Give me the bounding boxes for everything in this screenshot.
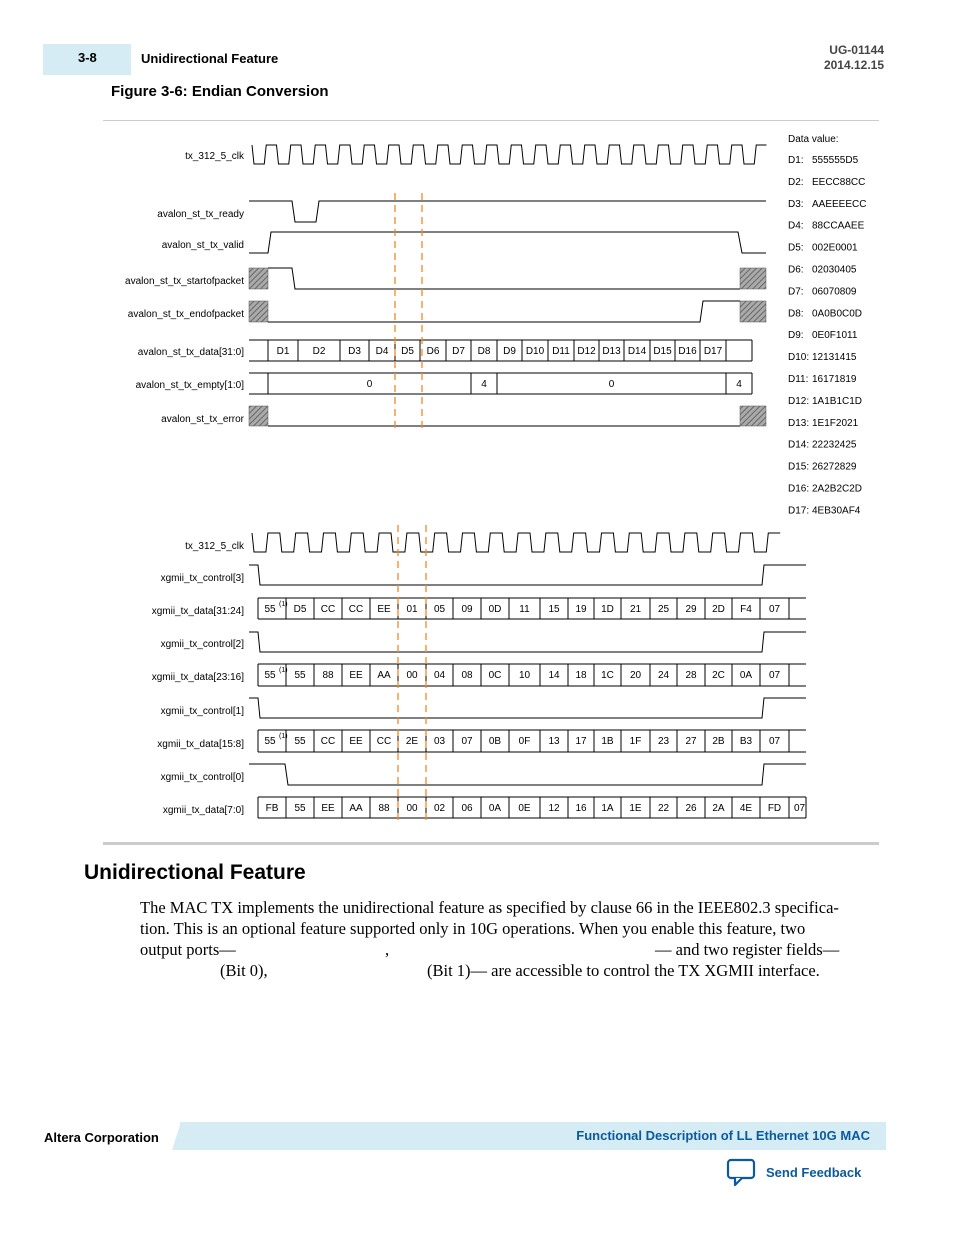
legend-key-16: D16: xyxy=(788,483,810,495)
error-signal-label: avalon_st_tx_error xyxy=(161,414,244,425)
lane-byte: 0D xyxy=(488,604,502,615)
body-line-2: tion. This is an optional feature supported only in 10G operations. When you enable this feature, two xyxy=(140,919,806,938)
legend-key-5: D5: xyxy=(788,242,804,254)
valid-signal-label: avalon_st_tx_valid xyxy=(161,240,244,251)
page-number: 3-8 xyxy=(78,50,97,65)
legend-key-15: D15: xyxy=(788,461,810,473)
lane-byte: 24 xyxy=(657,670,670,681)
eop-signal-label: avalon_st_tx_endofpacket xyxy=(127,309,244,320)
lane-byte: EE xyxy=(377,604,391,615)
data-word-d14: D14 xyxy=(627,346,647,357)
lane-byte: 17 xyxy=(575,736,587,747)
control-waveform-2 xyxy=(249,632,806,652)
legend-key-3: D3: xyxy=(788,198,804,210)
control-waveform-0 xyxy=(249,764,806,785)
data-word-d1: D1 xyxy=(276,346,290,357)
data-word-d17: D17 xyxy=(703,346,723,357)
lane-byte: 55 xyxy=(264,604,276,615)
document-id: UG-01144 xyxy=(829,43,884,57)
lane-byte: B3 xyxy=(739,736,753,747)
lane-byte: 1D xyxy=(601,604,614,615)
legend-value-8: 0A0B0C0D xyxy=(812,308,863,320)
data31-24-label: xgmii_tx_data[31:24] xyxy=(151,606,244,617)
legend-value-12: 1A1B1C1D xyxy=(812,395,863,407)
valid-waveform xyxy=(249,232,766,253)
lane-byte: 25 xyxy=(657,604,670,615)
legend-key-13: D13: xyxy=(788,417,810,429)
clock-signal-label: tx_312_5_clk xyxy=(185,151,244,162)
eop-hatch-end xyxy=(740,301,766,322)
legend-value-1: 555555D5 xyxy=(812,155,859,166)
data7-0-label: xgmii_tx_data[7:0] xyxy=(162,805,244,816)
body-line-3-end: — and two register fields— xyxy=(655,940,840,959)
footnote-mark: (1) xyxy=(279,601,288,608)
legend-value-15: 26272829 xyxy=(812,461,857,473)
lane-byte: 07 xyxy=(768,604,781,615)
lane-byte: 08 xyxy=(461,670,473,681)
lane-byte: CC xyxy=(376,736,392,747)
lane-byte: 07 xyxy=(768,736,781,747)
legend-title: Data value: xyxy=(788,134,839,145)
lane-byte: 13 xyxy=(548,736,560,747)
data15-8-label: xgmii_tx_data[15:8] xyxy=(157,739,244,750)
legend-value-2: EECC88CC xyxy=(812,176,866,188)
lane-byte: 0F xyxy=(518,736,531,747)
avalon-clock-waveform xyxy=(252,145,767,164)
lane-byte: EE xyxy=(349,736,363,747)
lane-byte: CC xyxy=(348,604,364,615)
lane-byte: 07 xyxy=(768,670,781,681)
lane-byte: CC xyxy=(320,604,336,615)
ready-waveform xyxy=(249,201,766,222)
send-feedback-link[interactable] xyxy=(726,1158,861,1186)
sop-hatch-start xyxy=(249,268,268,289)
legend-value-16: 2A2B2C2D xyxy=(812,483,863,495)
lane-byte: 1F xyxy=(629,736,642,747)
lane-byte: 01 xyxy=(406,604,418,615)
ready-signal-label: avalon_st_tx_ready xyxy=(157,209,244,220)
figure-caption: Figure 3-6: Endian Conversion xyxy=(111,83,329,100)
lane-byte: 55 xyxy=(264,736,276,747)
lane-byte: 22 xyxy=(657,803,670,814)
control2-label: xgmii_tx_control[2] xyxy=(160,639,244,650)
lane-byte: 0B xyxy=(488,736,502,747)
control3-label: xgmii_tx_control[3] xyxy=(160,573,244,584)
lane-byte: 55 xyxy=(294,736,306,747)
lane-byte: 00 xyxy=(406,670,418,681)
lane-byte: CC xyxy=(320,736,336,747)
control1-label: xgmii_tx_control[1] xyxy=(160,706,244,717)
lane-byte: 06 xyxy=(461,803,473,814)
legend-key-4: D4: xyxy=(788,220,804,232)
lane-byte: EE xyxy=(349,670,363,681)
lane-byte: 0E xyxy=(518,803,531,814)
empty-signal-label: avalon_st_tx_empty[1:0] xyxy=(135,380,244,391)
legend-value-3: AAEEEECC xyxy=(812,198,867,210)
lane-byte: 1A xyxy=(601,803,614,814)
lane-byte: 55 xyxy=(294,670,306,681)
document-date: 2014.12.15 xyxy=(823,58,884,72)
lane-byte: 10 xyxy=(518,670,531,681)
data-word-d5: D5 xyxy=(401,346,414,357)
lane-byte: 11 xyxy=(519,604,530,615)
send-feedback-label: Send Feedback xyxy=(766,1164,862,1180)
control0-label: xgmii_tx_control[0] xyxy=(160,772,244,783)
eop-waveform xyxy=(268,301,740,322)
data-word-d10: D10 xyxy=(525,346,545,357)
sop-signal-label: avalon_st_tx_startofpacket xyxy=(125,276,244,287)
lane-byte: 2E xyxy=(405,736,419,747)
data-word-d11: D11 xyxy=(552,346,570,357)
lane-byte: D5 xyxy=(293,604,307,615)
xgmii-clock-waveform xyxy=(252,533,780,552)
lane-byte: 4E xyxy=(739,803,753,814)
lane-byte: 0C xyxy=(488,670,502,681)
data-signal-label: avalon_st_tx_data[31:0] xyxy=(137,347,244,358)
lane-byte: 27 xyxy=(685,736,697,747)
lane-byte: 14 xyxy=(548,670,560,681)
lane-byte: 26 xyxy=(685,803,697,814)
footer-chapter-link[interactable]: Functional Description of LL Ethernet 10G MAC xyxy=(576,1128,870,1143)
legend-value-5: 002E0001 xyxy=(812,242,858,254)
lane-byte: 55 xyxy=(294,803,306,814)
legend-key-10: D10: xyxy=(788,352,810,364)
legend-value-13: 1E1F2021 xyxy=(812,417,859,429)
figure-bottom-rule xyxy=(103,842,879,845)
legend-key-6: D6: xyxy=(788,264,804,276)
data-word-d4: D4 xyxy=(375,346,389,357)
lane-byte: 21 xyxy=(629,604,642,615)
lane-byte: EE xyxy=(321,803,335,814)
lane-byte: 55 xyxy=(264,670,276,681)
lane-byte: 16 xyxy=(575,803,587,814)
data23-16-label: xgmii_tx_data[23:16] xyxy=(151,672,244,683)
legend-key-2: D2: xyxy=(788,176,804,188)
data-word-d12: D12 xyxy=(577,346,596,357)
lane-byte: 15 xyxy=(548,604,560,615)
legend-key-1: D1: xyxy=(788,155,804,166)
lane-byte: 1C xyxy=(601,670,614,681)
data-word-d2: D2 xyxy=(312,346,326,357)
footnote-mark: (1) xyxy=(279,667,288,674)
legend-key-7: D7: xyxy=(788,286,804,298)
lane-byte: FB xyxy=(265,803,279,814)
legend-value-10: 12131415 xyxy=(812,352,857,364)
lane-byte: 23 xyxy=(657,736,670,747)
lane-byte: 1E xyxy=(629,803,642,814)
error-hatch-end xyxy=(740,406,766,426)
legend-key-9: D9: xyxy=(788,330,804,342)
legend-value-11: 16171819 xyxy=(812,374,857,385)
lane-byte: 04 xyxy=(433,670,446,681)
legend-value-14: 22232425 xyxy=(812,439,857,451)
lane-byte: 28 xyxy=(685,670,697,681)
legend-value-7: 06070809 xyxy=(812,286,857,298)
legend-value-9: 0E0F1011 xyxy=(812,330,858,342)
lane-byte: F4 xyxy=(740,604,752,615)
lane-byte: 09 xyxy=(461,604,473,615)
data-word-d7: D7 xyxy=(452,346,465,357)
lane-byte: 07 xyxy=(461,736,473,747)
lane-byte: 88 xyxy=(378,803,390,814)
section-heading: Unidirectional Feature xyxy=(84,861,306,884)
lane-byte: 0A xyxy=(739,670,753,681)
speech-bubble-icon xyxy=(726,1158,756,1186)
error-hatch-start xyxy=(249,406,268,426)
lane-byte: 88 xyxy=(322,670,334,681)
body-line-1: The MAC TX implements the unidirectional feature as specified by clause 66 in the IEEE802.3 specifica- xyxy=(140,898,839,917)
lane-byte: FD xyxy=(767,803,782,814)
lane-byte: 07 xyxy=(793,803,806,814)
lane-byte: 1B xyxy=(601,736,614,747)
sop-hatch-end xyxy=(740,268,766,289)
body-line-3-start: output ports— xyxy=(140,940,236,959)
legend-value-6: 02030405 xyxy=(812,264,857,276)
control-waveform-1 xyxy=(249,698,806,718)
lane-byte: 0A xyxy=(488,803,502,814)
body-line-4-end: (Bit 1)— are accessible to control the TX XGMII interface. xyxy=(427,961,820,980)
lane-byte: 20 xyxy=(629,670,642,681)
legend-key-14: D14: xyxy=(788,439,810,451)
lane-byte: 12 xyxy=(548,803,560,814)
lane-byte: 2D xyxy=(712,604,725,615)
data-word-d3: D3 xyxy=(348,346,361,357)
legend-key-11: D11: xyxy=(788,374,809,385)
lane-byte: 2B xyxy=(712,736,725,747)
running-section-title: Unidirectional Feature xyxy=(141,51,279,66)
legend-key-17: D17: xyxy=(788,505,810,517)
lane-byte: 05 xyxy=(433,604,446,615)
lane-byte: 00 xyxy=(406,803,418,814)
legend-key-8: D8: xyxy=(788,308,804,320)
lane-byte: 02 xyxy=(433,803,446,814)
eop-hatch-start xyxy=(249,301,268,322)
lane-byte: 29 xyxy=(685,604,697,615)
lane-byte: AA xyxy=(349,803,363,814)
legend-value-4: 88CCAAEE xyxy=(812,220,865,232)
legend-value-17: 4EB30AF4 xyxy=(812,505,861,517)
lane-byte: 2C xyxy=(712,670,725,681)
body-line-4-bit0: (Bit 0), xyxy=(220,961,268,980)
lane-byte: 03 xyxy=(433,736,446,747)
body-line-3-comma: , xyxy=(385,940,390,959)
footer-company: Altera Corporation xyxy=(44,1130,159,1145)
xgmii-clock-label: tx_312_5_clk xyxy=(185,541,244,552)
data-word-d16: D16 xyxy=(678,346,697,357)
data-word-d15: D15 xyxy=(653,346,672,357)
control-waveform-3 xyxy=(249,565,806,585)
lane-byte: AA xyxy=(377,670,391,681)
lane-byte: 19 xyxy=(575,604,587,615)
data-word-d8: D8 xyxy=(477,346,491,357)
data-word-d9: D9 xyxy=(503,346,516,357)
footnote-mark: (1) xyxy=(279,733,288,740)
legend-key-12: D12: xyxy=(788,395,810,407)
lane-byte: 2A xyxy=(712,803,725,814)
empty-value: 0 xyxy=(366,379,373,390)
data-word-d6: D6 xyxy=(426,346,440,357)
sop-waveform xyxy=(268,268,740,289)
lane-byte: 18 xyxy=(575,670,587,681)
empty-value: 0 xyxy=(608,379,615,390)
empty-value: 4 xyxy=(481,379,487,390)
empty-value: 4 xyxy=(736,379,742,390)
data-word-d13: D13 xyxy=(602,346,621,357)
